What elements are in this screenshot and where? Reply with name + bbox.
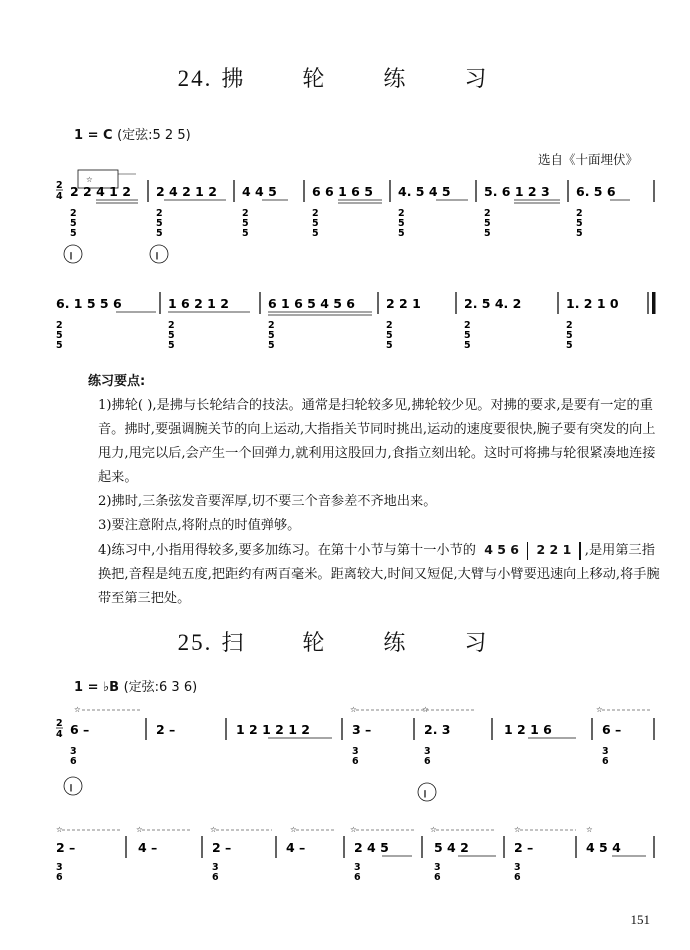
svg-text:6: 6: [212, 872, 219, 883]
svg-text:5: 5: [386, 340, 393, 351]
svg-text:5: 5: [156, 228, 163, 239]
svg-text:5: 5: [70, 228, 77, 239]
practice-heading: 练习要点:: [88, 374, 146, 389]
svg-text:2: 2: [56, 320, 63, 331]
svg-text:∥: ∥: [69, 783, 73, 792]
s25-l1-m6: 1 2 1 6: [504, 722, 552, 737]
svg-text:2: 2: [398, 208, 405, 219]
practice-point-3: 3)要注意附点,将附点的时值弹够。: [98, 518, 301, 533]
svg-text:6: 6: [434, 872, 441, 883]
section-24-tuning: (定弦:5 2 5): [117, 128, 191, 143]
s25-l1-m3: 1 2 1 2 1 2: [236, 722, 310, 737]
svg-text:☆: ☆: [350, 705, 357, 714]
svg-text:2: 2: [312, 208, 319, 219]
s24-l1-m5: 4. 5 4 5: [398, 184, 451, 199]
s25-l1-m7: 6 –: [602, 722, 622, 737]
practice-point-4-end: ,是用第三指换把,音程是纯五度,把距约有两百毫米。距离较大,时间又短促,大臂与小臂要迅速向上移动,将手腕带至第三把处。: [98, 543, 660, 606]
svg-text:∥: ∥: [69, 251, 73, 260]
svg-text:6: 6: [352, 756, 359, 767]
s24-l1-m4: 6 6 1 6 5: [312, 184, 373, 199]
svg-text:6: 6: [424, 756, 431, 767]
svg-text:5: 5: [576, 228, 583, 239]
svg-text:2: 2: [484, 208, 491, 219]
svg-text:∥: ∥: [423, 789, 427, 798]
svg-text:☆: ☆: [350, 825, 357, 834]
inline-barline: [527, 542, 529, 560]
staff-24-line-2: [56, 290, 658, 360]
s24-l1-m2: 2 4 2 1 2: [156, 184, 217, 199]
inline-notation-a: 4 5 6: [484, 542, 519, 557]
s25-l2-m1: 2 –: [56, 840, 76, 855]
svg-text:5: 5: [268, 330, 275, 341]
svg-text:5: 5: [168, 340, 175, 351]
svg-text:2: 2: [242, 208, 249, 219]
section-25-number: 25.: [177, 630, 213, 655]
svg-text:3: 3: [212, 862, 219, 873]
svg-text:5: 5: [56, 330, 63, 341]
svg-text:∥: ∥: [155, 251, 159, 260]
svg-text:5: 5: [168, 330, 175, 341]
section-25-title: [0, 626, 690, 657]
svg-text:3: 3: [602, 746, 609, 757]
svg-text:2: 2: [464, 320, 471, 331]
s24-l2-m1: 6. 1 5 5 6: [56, 296, 122, 311]
staff-24-line-1: [56, 168, 658, 278]
svg-text:5: 5: [566, 330, 573, 341]
svg-text:4: 4: [56, 729, 63, 740]
svg-text:3: 3: [352, 746, 359, 757]
svg-text:2: 2: [168, 320, 175, 331]
svg-text:5: 5: [156, 218, 163, 229]
svg-text:6: 6: [514, 872, 521, 883]
page-number: 151: [630, 912, 650, 927]
svg-text:☆: ☆: [136, 825, 143, 834]
svg-text:5: 5: [242, 218, 249, 229]
svg-text:☆: ☆: [514, 825, 521, 834]
s24-l1-m6: 5. 6 1 2 3: [484, 184, 550, 199]
svg-text:5: 5: [398, 218, 405, 229]
svg-text:3: 3: [354, 862, 361, 873]
s24-l1-m3: 4 4 5: [242, 184, 277, 199]
svg-text:6: 6: [70, 756, 77, 767]
svg-text:2: 2: [70, 208, 77, 219]
s24-l1-m7: 6. 5 6: [576, 184, 616, 199]
section-24-source: 选自《十面埋伏》: [537, 152, 638, 167]
practice-notes: [88, 370, 668, 611]
section-25-key-signature: 1 = ♭B: [74, 680, 120, 695]
svg-text:5: 5: [398, 228, 405, 239]
staff-25-line-2: [56, 818, 658, 898]
s24-l2-m6: 1. 2 1 0: [566, 296, 619, 311]
svg-text:☆: ☆: [56, 825, 63, 834]
svg-text:2: 2: [576, 208, 583, 219]
practice-point-1: 1)拂轮( ),是拂与长轮结合的技法。通常是扫轮较多见,拂轮较少见。对拂的要求,是要有一定的重音。拂时,要强调腕关节的向上运动,大指指关节同时挑出,运动的速度要很快,腕子要有突发的向上甩力,甩完以后,会产生一个回弹力,就利用这股回力,食指立刻出轮。这时可将拂与轮很紧凑地连接起来。: [98, 398, 656, 485]
s25-l2-m2: 4 –: [138, 840, 158, 855]
s24-l2-m2: 1 6 2 1 2: [168, 296, 229, 311]
svg-text:3: 3: [70, 746, 77, 757]
svg-text:5: 5: [484, 228, 491, 239]
svg-text:2: 2: [566, 320, 573, 331]
s24-l2-m3: 6 1 6 5 4 5 6: [268, 296, 355, 311]
inline-barline-end: [579, 542, 581, 560]
svg-text:4: 4: [56, 191, 63, 202]
svg-text:☆: ☆: [430, 825, 437, 834]
svg-text:2: 2: [386, 320, 393, 331]
svg-text:5: 5: [312, 218, 319, 229]
svg-text:5: 5: [484, 218, 491, 229]
svg-text:☆: ☆: [586, 825, 593, 834]
svg-text:5: 5: [464, 330, 471, 341]
s24-l1-m1: 2 2 4 1 2: [70, 184, 131, 199]
svg-text:5: 5: [566, 340, 573, 351]
s25-l2-m7: 2 –: [514, 840, 534, 855]
s25-l2-m5: 2 4 5: [354, 840, 389, 855]
svg-text:3: 3: [434, 862, 441, 873]
svg-text:5: 5: [242, 228, 249, 239]
svg-text:☆: ☆: [86, 175, 93, 184]
svg-text:☆: ☆: [290, 825, 297, 834]
svg-text:2: 2: [56, 718, 63, 729]
svg-text:2: 2: [56, 180, 63, 191]
s25-l2-m3: 2 –: [212, 840, 232, 855]
svg-text:3: 3: [56, 862, 63, 873]
section-24-heading: 拂 轮 练 习: [221, 67, 513, 92]
svg-text:☆: ☆: [74, 705, 81, 714]
svg-text:5: 5: [268, 340, 275, 351]
s25-l2-m8: 4 5 4: [586, 840, 621, 855]
s25-l1-m4: 3 –: [352, 722, 372, 737]
svg-text:6: 6: [56, 872, 63, 883]
svg-text:5: 5: [56, 340, 63, 351]
section-25-key: [74, 676, 197, 695]
svg-text:3: 3: [514, 862, 521, 873]
svg-text:☆: ☆: [596, 705, 603, 714]
s25-l2-m4: 4 –: [286, 840, 306, 855]
s25-l1-m2: 2 –: [156, 722, 176, 737]
svg-text:☆: ☆: [210, 825, 217, 834]
s25-l2-m6: 5 4 2: [434, 840, 469, 855]
practice-point-4: [88, 538, 668, 611]
inline-notation-b: 2 2 1: [536, 542, 572, 557]
svg-text:6: 6: [354, 872, 361, 883]
staff-25-line-1: [56, 700, 658, 810]
svg-text:☆: ☆: [422, 705, 429, 714]
section-25-heading: 扫 轮 练 习: [221, 631, 513, 656]
practice-point-2: 2)拂时,三条弦发音要浑厚,切不要三个音参差不齐地出来。: [98, 494, 437, 509]
s25-l1-m1: 6 –: [70, 722, 90, 737]
svg-text:5: 5: [576, 218, 583, 229]
section-24-key: [74, 124, 191, 143]
s24-l2-m5: 2. 5 4. 2: [464, 296, 522, 311]
s25-l1-m5: 2. 3: [424, 722, 451, 737]
svg-text:2: 2: [156, 208, 163, 219]
s24-l2-m4: 2 2 1: [386, 296, 421, 311]
section-24-title: [0, 62, 690, 93]
section-24-key-signature: 1 = C: [74, 128, 113, 143]
svg-text:3: 3: [424, 746, 431, 757]
section-25-tuning: (定弦:6 3 6): [123, 680, 198, 695]
svg-text:5: 5: [386, 330, 393, 341]
svg-text:5: 5: [70, 218, 77, 229]
section-24-number: 24.: [177, 66, 213, 91]
svg-text:5: 5: [312, 228, 319, 239]
practice-point-4-start: 4)练习中,小指用得较多,要多加练习。在第十小节与第十一小节的: [98, 543, 476, 558]
svg-text:2: 2: [268, 320, 275, 331]
svg-text:6: 6: [602, 756, 609, 767]
svg-text:5: 5: [464, 340, 471, 351]
